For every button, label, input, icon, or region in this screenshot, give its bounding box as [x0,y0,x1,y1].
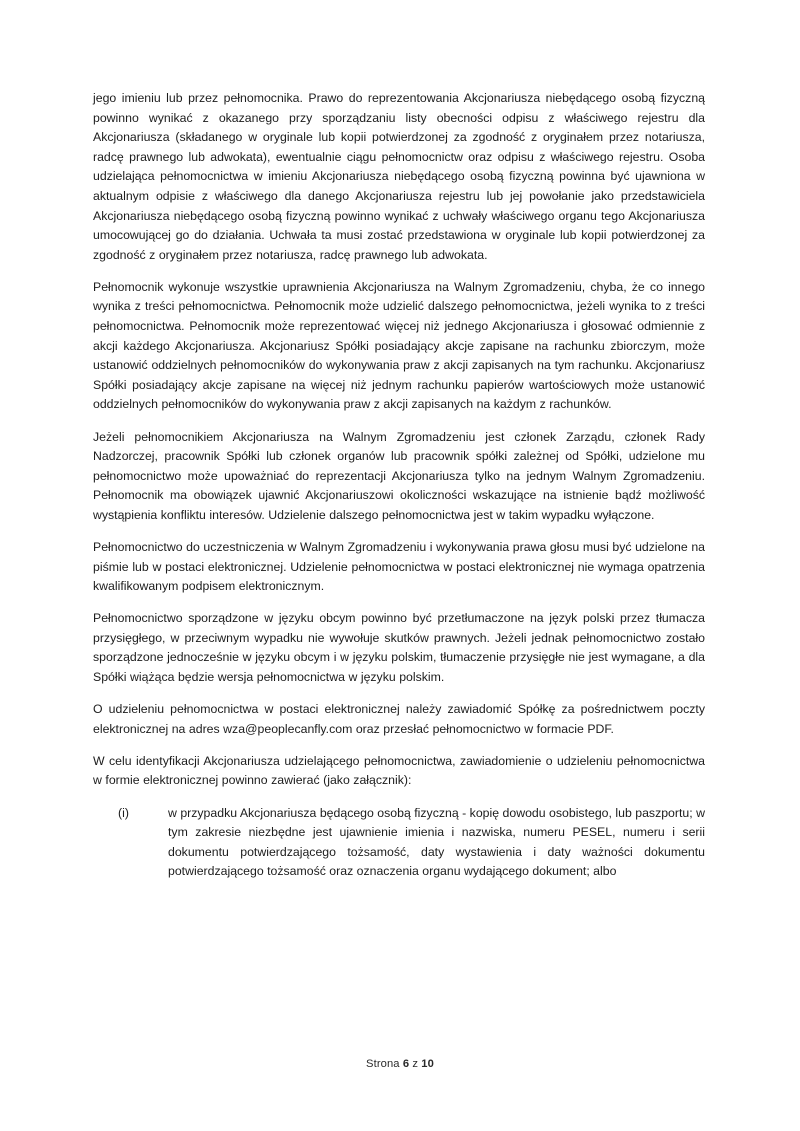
list-item [93,804,705,882]
paragraph-3: Jeżeli pełnomocnikiem Akcjonariusza na Walnym Zgromadzeniu jest członek Zarządu, członek Rady Nadzorczej, pracownik Spółki lub członek organów lub pracownik spółki zależnej od Spółki, udzielone mu pełnomocnictwo może upoważniać do reprezentacji Akcjonariusza tylko na jednym Walnym Zgromadzeniu. Pełnomocnik ma obowiązek ujawnić Akcjonariuszowi okoliczności wskazujące na istnienie bądź możliwość wystąpienia konfliktu interesów. Udzielenie dalszego pełnomocnictwa jest w takim wypadku wyłączone. [93,429,705,522]
footer-separator: z [412,1058,419,1070]
footer-label-prefix: Strona [366,1058,400,1070]
paragraph-7: W celu identyfikacji Akcjonariusza udzielającego pełnomocnictwa, zawiadomienie o udzieleniu pełnomocnictwa w formie elektronicznej powinno zawierać (jako załącznik): [93,753,705,788]
paragraph-6: O udzieleniu pełnomocnictwa w postaci elektronicznej należy zawiadomić Spółkę za pośrednictwem poczty elektronicznej na adres wza@peoplecanfly.com oraz przesłać pełnomocnictwo w formacie PDF. [93,702,705,736]
enumerated-list [93,804,705,882]
paragraph-4: Pełnomocnictwo do uczestniczenia w Walnym Zgromadzeniu i wykonywania prawa głosu musi być udzielone na piśmie lub w postaci elektronicznej. Udzielenie pełnomocnictwa w postaci elektronicznej nie wymaga opatrzenia kwalifikowanym podpisem elektronicznym. [93,539,705,594]
footer-total-pages: 10 [421,1058,434,1070]
page-footer [0,1056,800,1072]
footer-current-page: 6 [402,1058,410,1070]
paragraph-2: Pełnomocnik wykonuje wszystkie uprawnienia Akcjonariusza na Walnym Zgromadzeniu, chyba, że co innego wynika z treści pełnomocnictwa. Pełnomocnik może udzielić dalszego pełnomocnictwa, jeżeli wynika to z treści pełnomocnictwa. Pełnomocnik może reprezentować więcej niż jednego Akcjonariusza i głosować odmiennie z akcji każdego Akcjonariusza. Akcjonariusz Spółki posiadający akcje zapisane na rachunku zbiorczym, może ustanowić oddzielnych pełnomocników do wykonywania praw z akcji zapisanych na tym rachunku. Akcjonariusz Spółki posiadający akcje zapisane na więcej niż jednym rachunku papierów wartościowych może ustanowić oddzielnych pełnomocników do wykonywania praw z akcji zapisanych na każdym z rachunków. [93,279,705,412]
list-item-text: w przypadku Akcjonariusza będącego osobą fizyczną - kopię dowodu osobistego, lub paszportu; w tym zakresie niezbędne jest ujawnienie imienia i nazwiska, numeru PESEL, numeru i serii dokumentu potwierdzającego tożsamość, daty wystawienia i daty ważności dokumentu potwierdzającego tożsamość oraz oznaczenia organu wydającego dokument; albo [168,805,705,879]
paragraph-1: jego imieniu lub przez pełnomocnika. Prawo do reprezentowania Akcjonariusza niebędącego osobą fizyczną powinno wynikać z okazanego przy sporządzaniu listy obecności odpisu z właściwego rejestru dla Akcjonariusza (składanego w oryginale lub kopii potwierdzonej za zgodność z oryginałem przez notariusza, radcę prawnego lub adwokata), ewentualnie ciągu pełnomocnictw oraz odpisu z właściwego rejestru. Osoba udzielająca pełnomocnictwa w imieniu Akcjonariusza niebędącego osobą fizyczną powinna być ujawniona w aktualnym odpisie z właściwego dla danego Akcjonariusza rejestru lub jej powołanie jako przedstawiciela Akcjonariusza niebędącego osobą fizyczną powinno wynikać z uchwały właściwego organu tego Akcjonariusza umocowującej go do działania. Uchwała ta musi zostać przedstawiona w oryginale lub kopii potwierdzonej za zgodność z oryginałem przez notariusza, radcę prawnego lub adwokata. [93,91,705,262]
paragraph-5: Pełnomocnictwo sporządzone w języku obcym powinno być przetłumaczone na język polski przez tłumacza przysięgłego, w przeciwnym wypadku nie wywołuje skutków prawnych. Jeżeli jednak pełnomocnictwo zostało sporządzone jednocześnie w języku obcym i w języku polskim, tłumaczenie przysięgłe nie jest wymagane, a dla Spółki wiążąca będzie wersja pełnomocnictwa w języku polskim. [93,611,705,685]
document-body [93,89,705,882]
list-item-marker: (i) [118,805,129,820]
